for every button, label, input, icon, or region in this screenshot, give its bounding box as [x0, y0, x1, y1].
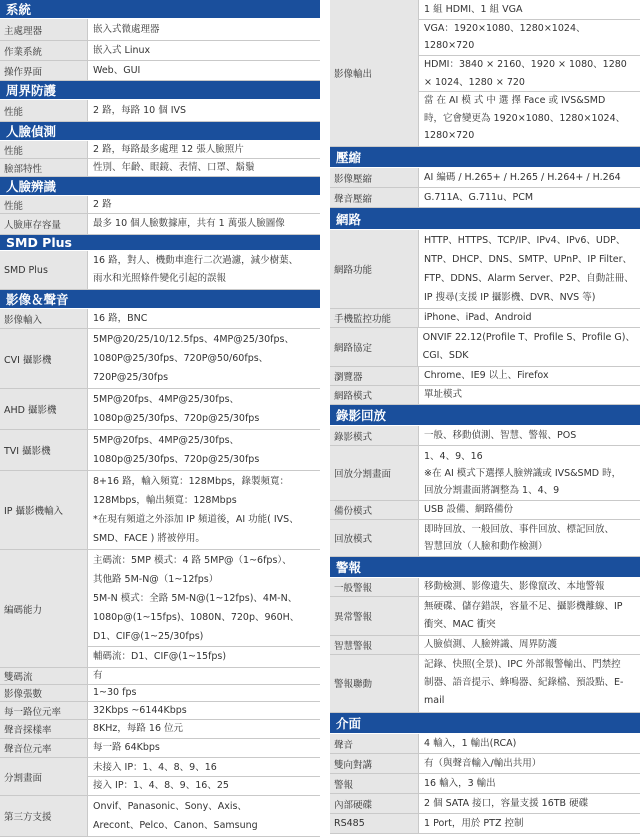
spec-value-line: 32Kbps ~6144Kbps	[93, 705, 187, 716]
spec-value-line: 制器、語音提示、蜂鳴器、紀錄檔、預設點、E-	[424, 677, 624, 689]
spec-value-line: HTTP、HTTPS、TCP/IP、IPv4、IPv6、UDP、	[424, 234, 626, 246]
spec-row	[330, 309, 640, 328]
spec-value-line: 記錄、快照(全景)、IPC 外部報警輸出、門禁控	[424, 659, 621, 671]
spec-row	[0, 739, 320, 758]
spec-row	[0, 251, 320, 290]
spec-value-line: NTP、DHCP、DNS、SMTP、UPnP、IP Filter、	[424, 253, 633, 265]
spec-label: 性能	[0, 100, 87, 121]
spec-value-line: 有（與聲音輸入/輸出共用）	[424, 758, 542, 769]
spec-value	[418, 774, 640, 793]
spec-value	[87, 471, 320, 549]
spec-value-line: 2 個 SATA 接口，容量支援 16TB 硬碟	[424, 798, 589, 809]
spec-value	[418, 168, 640, 187]
section-header: 壓縮	[330, 147, 640, 168]
spec-value-line: 輔碼流：D1、CIF@(1~15fps)	[88, 646, 320, 666]
spec-value-line: 1080p@(1~15fps)、1080N、720p、960H、	[93, 612, 300, 623]
section-header: 警報	[330, 557, 640, 578]
spec-value	[87, 214, 320, 234]
spec-row	[330, 168, 640, 188]
spec-value-line: 1 組 HDMI、1 組 VGA	[424, 4, 523, 15]
spec-value	[87, 702, 320, 719]
spec-value-line: 回放分割畫面將調整為 1、4、9	[424, 484, 560, 496]
spec-value-line: IP 搜尋(支援 IP 攝影機、DVR、NVS 等)	[424, 291, 596, 303]
spec-row	[0, 61, 320, 81]
spec-value-line: 2 路，每路 10 個 IVS	[93, 105, 187, 116]
spec-label: 編碼能力	[0, 550, 87, 667]
spec-row	[330, 754, 640, 774]
spec-value-line: mail	[424, 695, 445, 707]
section-header: 人臉辨識	[0, 177, 320, 196]
spec-value-line: 5MP@20/25/10/12.5fps、4MP@25/30fps、	[93, 334, 294, 345]
spec-value	[87, 19, 320, 40]
spec-value-line: D1、CIF@(1~25/30fps)	[93, 631, 204, 642]
spec-label: 聲音位元率	[0, 739, 87, 757]
spec-row	[0, 758, 320, 796]
spec-row	[0, 159, 320, 177]
spec-label: 智慧警報	[330, 636, 418, 654]
spec-label: 第三方支援	[0, 796, 87, 836]
spec-label: 影像輸入	[0, 309, 87, 328]
spec-value-line: 衝突、MAC 衝突	[424, 619, 496, 631]
spec-value-line: 2 路，每路最多處理 12 張人臉照片	[93, 144, 244, 155]
spec-value-line: 一般、移動偵測、智慧、警報、POS	[424, 430, 577, 442]
spec-label: TVI 攝影機	[0, 430, 87, 470]
spec-row	[0, 550, 320, 668]
spec-row	[330, 734, 640, 754]
spec-label: 備份模式	[330, 501, 418, 519]
spec-value-line: 雨水和光照條件變化引起的誤報	[93, 273, 227, 284]
spec-row	[330, 230, 640, 309]
spec-value-line: 未接入 IP：1、4、8、9、16	[93, 762, 217, 773]
spec-value-line: G.711A、G.711u、PCM	[424, 192, 534, 204]
spec-label: 手機監控功能	[330, 309, 418, 327]
spec-value	[418, 426, 640, 445]
spec-value-line: 移動檢測、影像遺失、影像竄改、本地警報	[424, 581, 605, 593]
spec-value	[418, 655, 640, 711]
spec-value	[87, 668, 320, 684]
spec-label: 影像張數	[0, 685, 87, 701]
spec-value-line: *在現有頻道之外添加 IP 頻道後，AI 功能( IVS、	[93, 514, 299, 525]
spec-label: 內部硬碟	[330, 794, 418, 813]
spec-row	[330, 0, 640, 147]
spec-value-line: 即時回放、一般回放、事件回放、標記回放、	[424, 523, 615, 535]
spec-value	[418, 501, 640, 519]
spec-value	[87, 100, 320, 121]
spec-label: 網路功能	[330, 230, 418, 308]
spec-value	[418, 230, 640, 308]
spec-value-line: AI 編碼 / H.265+ / H.265 / H.264+ / H.264	[424, 172, 621, 184]
spec-value-line: 主碼流：5MP 模式：4 路 5MP@（1~6fps）、	[93, 555, 292, 566]
spec-label: CVI 攝影機	[0, 329, 87, 388]
spec-row	[330, 520, 640, 557]
spec-value	[418, 754, 640, 773]
spec-value-line: 無硬碟、儲存錯誤，容量不足、攝影機離線、IP	[424, 601, 623, 613]
spec-value	[87, 141, 320, 158]
spec-value-line: Onvif、Panasonic、Sony、Axis、	[93, 801, 247, 812]
spec-row	[330, 578, 640, 597]
spec-value-line: 4 輸入，1 輸出(RCA)	[424, 738, 517, 749]
spec-value	[87, 61, 320, 80]
section-header: 系統	[0, 0, 320, 19]
spec-value	[418, 734, 640, 753]
spec-row	[0, 309, 320, 329]
spec-value-line: 其他路 5M-N@（1~12fps）	[93, 574, 219, 585]
spec-value-line: USB 設備、網路備份	[424, 503, 514, 515]
spec-row	[0, 141, 320, 159]
spec-label: 聲音	[330, 734, 418, 753]
spec-value	[87, 251, 320, 289]
spec-value-line: 8KHz，每路 16 位元	[93, 723, 184, 734]
spec-value-line: 智慧回放（人臉和動作檢測）	[424, 540, 548, 552]
section-header: 錄影回放	[330, 405, 640, 426]
spec-value	[418, 386, 640, 404]
spec-row	[330, 188, 640, 208]
spec-row	[0, 430, 320, 471]
spec-value-line: Chrome、IE9 以上、Firefox	[424, 369, 549, 381]
spec-value-line: SMD、FACE ) 將被停用。	[93, 533, 205, 544]
spec-value	[87, 309, 320, 328]
spec-value-line: 1~30 fps	[93, 687, 137, 698]
spec-value	[87, 550, 320, 667]
spec-value	[87, 720, 320, 738]
spec-label: 錄影模式	[330, 426, 418, 445]
spec-value	[418, 597, 640, 635]
spec-label: 性能	[0, 141, 87, 158]
spec-value	[87, 41, 320, 60]
spec-value-line: VGA：1920×1080、1280×1024、	[419, 19, 640, 38]
spec-label: 影像壓縮	[330, 168, 418, 187]
spec-label: 異常警報	[330, 597, 418, 635]
spec-row	[0, 19, 320, 41]
spec-label: 回放分割畫面	[330, 446, 418, 499]
spec-row	[0, 389, 320, 430]
spec-value-line: HDMI：3840 × 2160、1920 × 1080、1280	[419, 55, 640, 74]
spec-value	[418, 446, 640, 499]
spec-label: 影像輸出	[330, 0, 418, 146]
spec-row	[330, 774, 640, 794]
spec-row	[0, 720, 320, 739]
spec-row	[0, 685, 320, 702]
spec-label: AHD 攝影機	[0, 389, 87, 429]
spec-label: 作業系統	[0, 41, 87, 60]
spec-value	[418, 309, 640, 327]
spec-row	[330, 328, 640, 367]
spec-label: 一般警報	[330, 578, 418, 596]
spec-label: 聲音採樣率	[0, 720, 87, 738]
spec-value-line: 每一路 64Kbps	[93, 742, 160, 753]
spec-label: RS485	[330, 814, 418, 833]
spec-value-line: 1080p@25/30fps、720p@25/30fps	[93, 454, 260, 465]
section-header: 影像＆聲音	[0, 290, 320, 309]
spec-value-line: 人臉偵測、人臉辨識、周界防護	[424, 639, 558, 651]
spec-value	[87, 389, 320, 429]
spec-value-line: 8+16 路，輸入頻寬：128Mbps，錄製頻寬：	[93, 476, 289, 487]
spec-column-left	[0, 0, 320, 834]
spec-value-line: 16 輸入，3 輸出	[424, 778, 496, 789]
spec-row	[330, 367, 640, 386]
section-header: 人臉偵測	[0, 122, 320, 141]
spec-row	[330, 386, 640, 405]
spec-value	[418, 794, 640, 813]
spec-row	[330, 597, 640, 636]
section-header: 網路	[330, 208, 640, 229]
spec-value-line: FTP、DDNS、Alarm Server、P2P、自動註冊、	[424, 272, 634, 284]
spec-value-line: 5M-N 模式：全路 5M-N@(1~12fps)、4M-N、	[93, 593, 298, 604]
spec-value-line: 720P@25/30fps	[93, 372, 169, 383]
spec-label: 網路協定	[330, 328, 417, 366]
spec-label: 人臉庫存容量	[0, 214, 87, 234]
spec-value-line: Arecont、Pelco、Canon、Samsung	[93, 820, 258, 831]
spec-value-line: 16 路，對人、機動車進行二次過濾，減少樹葉、	[93, 255, 299, 266]
spec-value-line: 1280×720	[424, 40, 475, 52]
spec-column-right	[330, 0, 640, 834]
spec-value	[87, 430, 320, 470]
spec-value	[418, 520, 640, 556]
spec-value-line: 2 路	[93, 199, 112, 210]
spec-row	[0, 214, 320, 235]
spec-value	[418, 636, 640, 654]
spec-row	[0, 668, 320, 685]
spec-value-line: Web、GUI	[93, 65, 141, 76]
spec-value	[87, 159, 320, 176]
spec-value	[418, 814, 640, 833]
section-header: SMD Plus	[0, 235, 320, 251]
spec-value-line: 當 在 AI 模 式 中 選 擇 Face 或 IVS&SMD	[419, 91, 640, 110]
spec-value-line: 5MP@20fps、4MP@25/30fps、	[93, 394, 240, 405]
spec-value	[418, 188, 640, 207]
spec-value	[87, 796, 320, 836]
spec-value-line: iPhone、iPad、Android	[424, 311, 532, 323]
spec-row	[0, 329, 320, 389]
spec-label: 性能	[0, 196, 87, 213]
spec-value-line: 單址模式	[424, 388, 463, 400]
spec-label: 臉部特性	[0, 159, 87, 176]
spec-row	[0, 100, 320, 122]
spec-row	[330, 426, 640, 446]
spec-value-line: 嵌入式微處理器	[93, 24, 160, 35]
spec-value-line: CGI、SDK	[422, 349, 469, 361]
spec-value-line: ONVIF 22.12(Profile T、Profile S、Profile G)、	[422, 331, 635, 343]
spec-value	[87, 739, 320, 757]
spec-label: 瀏覽器	[330, 367, 418, 385]
spec-row	[330, 636, 640, 655]
section-header: 介面	[330, 713, 640, 734]
spec-row	[330, 814, 640, 834]
spec-value	[417, 328, 640, 366]
spec-value-line: 性別、年齡、眼鏡、表情、口罩、鬍鬚	[93, 162, 255, 173]
spec-value-line: 有	[93, 670, 103, 681]
spec-value-line: 1080p@25/30fps、720p@25/30fps	[93, 413, 260, 424]
spec-value-line: 最多 10 個人臉數據庫，共有 1 萬張人臉圖像	[93, 218, 285, 229]
spec-row	[0, 471, 320, 550]
spec-row	[330, 501, 640, 520]
section-header: 周界防護	[0, 81, 320, 100]
spec-value-line: 時，它會變更為 1920×1080、1280×1024、	[424, 112, 626, 124]
spec-value-line: 128Mbps，輸出頻寬：128Mbps	[93, 495, 237, 506]
spec-row	[0, 41, 320, 61]
spec-value-line: 16 路，BNC	[93, 313, 148, 324]
spec-label: 警報	[330, 774, 418, 793]
spec-value	[418, 578, 640, 596]
spec-label: 回放模式	[330, 520, 418, 556]
spec-label: 雙碼流	[0, 668, 87, 684]
spec-label: 警報聯動	[330, 655, 418, 711]
spec-row	[0, 196, 320, 214]
spec-value	[87, 685, 320, 701]
spec-label: 主處理器	[0, 19, 87, 40]
spec-value-line: ※在 AI 模式下選擇人臉辨識或 IVS&SMD 時，	[424, 467, 622, 479]
spec-value	[87, 329, 320, 388]
spec-value-line: 接入 IP：1、4、8、9、16、25	[88, 776, 320, 794]
spec-value-line: 5MP@20fps、4MP@25/30fps、	[93, 435, 240, 446]
spec-row	[330, 446, 640, 500]
spec-row	[0, 796, 320, 837]
spec-value	[418, 0, 640, 146]
spec-row	[330, 794, 640, 814]
spec-label: IP 攝影機輸入	[0, 471, 87, 549]
spec-label: SMD Plus	[0, 251, 87, 289]
spec-value-line: 嵌入式 Linux	[93, 45, 151, 56]
spec-label: 分割畫面	[0, 758, 87, 795]
spec-row	[330, 655, 640, 712]
spec-value-line: 1280×720	[424, 130, 475, 142]
spec-label: 聲音壓縮	[330, 188, 418, 207]
spec-row	[0, 702, 320, 720]
spec-label: 網路模式	[330, 386, 418, 404]
spec-value-line: 1 Port，用於 PTZ 控制	[424, 818, 524, 829]
spec-value-line: 1、4、9、16	[424, 450, 483, 462]
spec-value-line: × 1024、1280 × 720	[424, 76, 525, 88]
spec-value	[418, 367, 640, 385]
spec-label: 每一路位元率	[0, 702, 87, 719]
spec-label: 操作界面	[0, 61, 87, 80]
spec-value	[87, 758, 320, 795]
spec-label: 雙向對講	[330, 754, 418, 773]
spec-value-line: 1080P@25/30fps、720P@50/60fps、	[93, 353, 269, 364]
spec-value	[87, 196, 320, 213]
